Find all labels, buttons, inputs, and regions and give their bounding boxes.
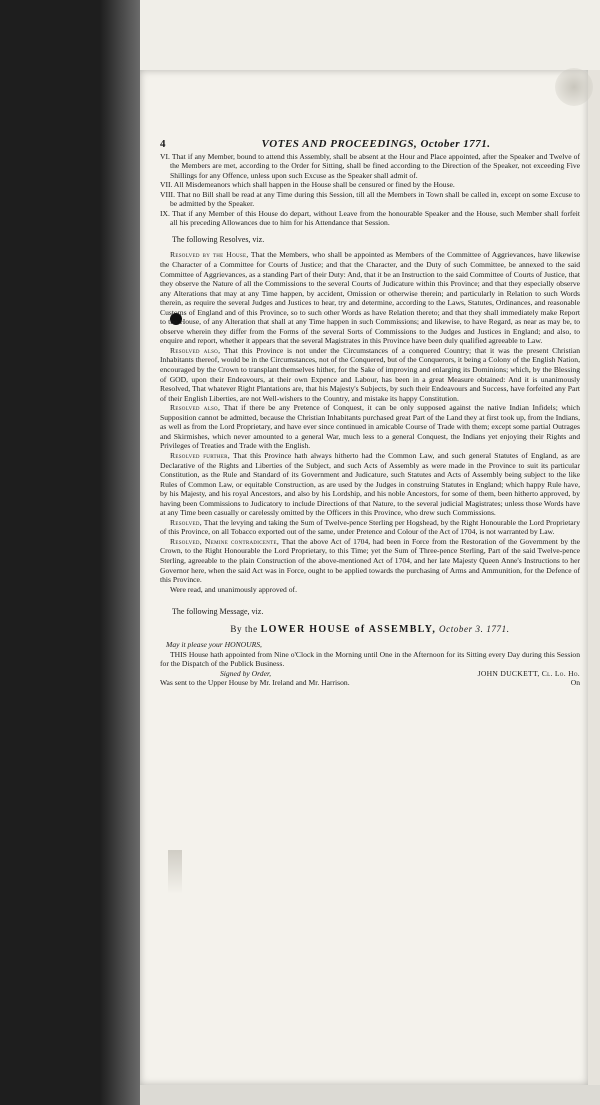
- resolve-lead: Resolved,: [170, 517, 202, 527]
- message-intro: The following Message, viz.: [172, 607, 264, 617]
- resolve-lead: Resolved by the House,: [170, 250, 249, 260]
- resolve-lead: Resolved also,: [170, 345, 221, 355]
- page-title: VOTES AND PROCEEDINGS, October 1771.: [261, 138, 491, 150]
- message-from-body: LOWER HOUSE of ASSEMBLY,: [260, 623, 437, 635]
- signed-by-order: Signed by Order,: [220, 668, 271, 678]
- resolve-item: [160, 346, 580, 403]
- message-date: October 3. 1771.: [439, 623, 510, 634]
- paper-stain: [168, 850, 182, 894]
- resolve-text: That this Province is not under the Circumstances of a conquered Country; that it was the present Christian Inhabitants thereof, would be in the Circumstances, not of the Conquered, but of the Conquerors, it being a Colony of the English Nation, encouraged by the Crown to transplant themselves hither, for the Sake of improving and enlarging its Dominions; which, by the Blessing of GOD, upon their Endeavours, at their own Expence and Labour, has been in a great Measure obtained: And it is unanimously Resolved, That whatever Right Plantations are, that his Majesty's Subjects, by such their Endeavours and Success, have forfeited any Part of their English Liberties, are not Well-wishers to the Country, and mistake its happy Constitution.: [160, 345, 581, 403]
- signatory: JOHN DUCKETT, Cl. Lo. Ho.: [477, 668, 580, 678]
- running-header: [160, 140, 580, 150]
- resolve-item: [160, 451, 580, 518]
- rules-list: [160, 152, 580, 228]
- resolve-text: That if there be any Pretence of Conquest, it can be only supposed against the native Indian Infidels; which Supposition cannot be admitted, because the Christian Inhabitants purchased great Part of the Land they at first took up, from the Indians, as well as from the Lord Proprietary, and have ever since continued in amicable Course of Trade with them; except some partial Outrages and Skirmishes, which never amounted to a general War, much less to a general Conquest, the Indians yet enjoying their Rights and Privileges of Treaties and Trade with the English.: [160, 403, 580, 451]
- rule-item: VIII. That no Bill shall be read at any Time during this Session, till all the Members in Town shall be called in, except on some Excuse to be admitted by the Speaker.: [160, 189, 580, 209]
- resolve-lead: Resolved further,: [170, 450, 231, 460]
- resolve-text: That the above Act of 1704, had been in Force from the Restoration of the Government by the Crown, to the Right Honourable the Lord Proprietary, to this Time; yet the Sum of Three-pence Sterling, Part of the said Twelve-pence Sterling, agreeable to the plain Construction of the above-mentioned Act of 1704, and her late Majesty Queen Anne's Instructions to her Governor here, when the said Act was in Force, ought to be applied towards the purchasing of Arms and Ammunition, for the Defence of this Province.: [160, 536, 581, 585]
- resolve-item: [160, 518, 580, 537]
- message-sent-row: [160, 678, 580, 688]
- rule-item: VI. That if any Member, bound to attend this Assembly, shall be absent at the Hour and Place appointed, after the Speaker and Twelve of the Members are met, according to the Order for Sitting, shall be fined according to the Direction of the Speaker, not exceeding Five Shillings for any Offence, unless upon such Excuse as the Speaker shall admit of.: [160, 151, 580, 180]
- sent-line: Was sent to the Upper House by Mr. Ireland and Mr. Harrison.: [160, 678, 350, 688]
- resolve-lead: Resolved also,: [170, 403, 221, 413]
- resolve-text: That the Members, who shall be appointed as Members of the Committee of Aggrievances, have likewise the Character of a Committee for Courts of Justice; and that the Character, and the Duty of such Committee, be annexed to the said Committee of Aggrievances, as a standing Part of their Duty: And, that it be an Instruction to the said Committee of Courts of Justice, that they observe the Nature of all the Commissions to the several Courts of Judicature within this Province; and that they especially observe any Alterations that may at any Time happen, by accident, Omission or otherwise therein; and particularly in Relation to such Words therein, as require the several Judges and Justices to hear, try and determine, according to the Laws, Statutes, Ordinances, and reasonable Customs of England and of this Province, so to such other Words as have Relation thereto; and that they shall immediately make Report to the House, of any Alteration that shall at any Time happen in such Commissions; and likewise, to have Regard, as near as may be, to observe wherein they differ from the Forms of the several Sorts of Commissions to the Judges and Justices in England; and also, to enquire and report, whether it appears that the several Magistrates in this Province have been duly qualified agreeable to Law.: [160, 250, 581, 346]
- resolve-item: [160, 537, 580, 585]
- rule-item: IX. That if any Member of this House do depart, without Leave from the honourable Speaker and the House, such Member shall forfeit all his preceding Allowances due to him for his Attendance that Session.: [160, 208, 580, 228]
- page-bottom-margin: [140, 1085, 600, 1105]
- message-heading: [160, 625, 580, 635]
- message-body: THIS House hath appointed from Nine o'Clock in the Morning until One in the Afternoon for its Sitting every Day during this Session for the Dispatch of the Publick Business.: [160, 649, 580, 669]
- page-number: 4: [160, 138, 166, 150]
- page-right-edge: [588, 70, 600, 1085]
- resolve-text: That this Province hath always hitherto had the Common Law, and such general Statutes of England, as are Declarative of the Rights and Liberties of the Subject, and such Acts of Assembly as were made in the Province to suit its particular Constitution, as the Rule and Standard of its Government and Judicature, such Statutes and Acts of Assembly being subject to the like Rules of Common Law, or equitable Construction, as are used by the Judges in construing Statutes in England; which happy Rule have, by his Majesty, and his royal Ancestors, and also by his Lordship, and his noble Ancestors, for some of them, been hitherto approved, by having been Commissions to Judicatory to include Directions of that Nature, to the several judicial Magistrates; unless those Words have at any Time been casually or carelessly omitted by the Officers in this Province, who drew such Commissions.: [160, 450, 580, 518]
- resolve-item: [160, 250, 580, 345]
- scan-frame-left: [0, 0, 140, 1105]
- approval-line: Were read, and unanimously approved of.: [170, 584, 297, 594]
- resolves-list: [160, 250, 580, 594]
- resolve-text: That the levying and taking the Sum of Twelve-pence Sterling per Hogshead, by the Right Honourable the Lord Proprietary of this Province, on all Tobacco exported out of the same, under Pretence and Colour of the Act of 1704, is not warranted by Law.: [160, 517, 580, 537]
- message-signature-row: [160, 669, 580, 679]
- resolve-item: [160, 403, 580, 451]
- rule-item: VII. All Misdemeanors which shall happen in the House shall be censured or fined by the House.: [160, 180, 455, 190]
- resolve-lead: Resolved, Nemine contradicente,: [170, 536, 280, 546]
- catchword: On: [570, 678, 580, 688]
- resolves-intro: The following Resolves, viz.: [172, 234, 265, 244]
- page-content: [160, 140, 580, 688]
- message-salutation: May it please your HONOURS,: [166, 640, 262, 650]
- page-top-margin: [140, 0, 600, 70]
- paper-stain: [555, 68, 593, 106]
- message-from-prefix: By the: [230, 623, 258, 634]
